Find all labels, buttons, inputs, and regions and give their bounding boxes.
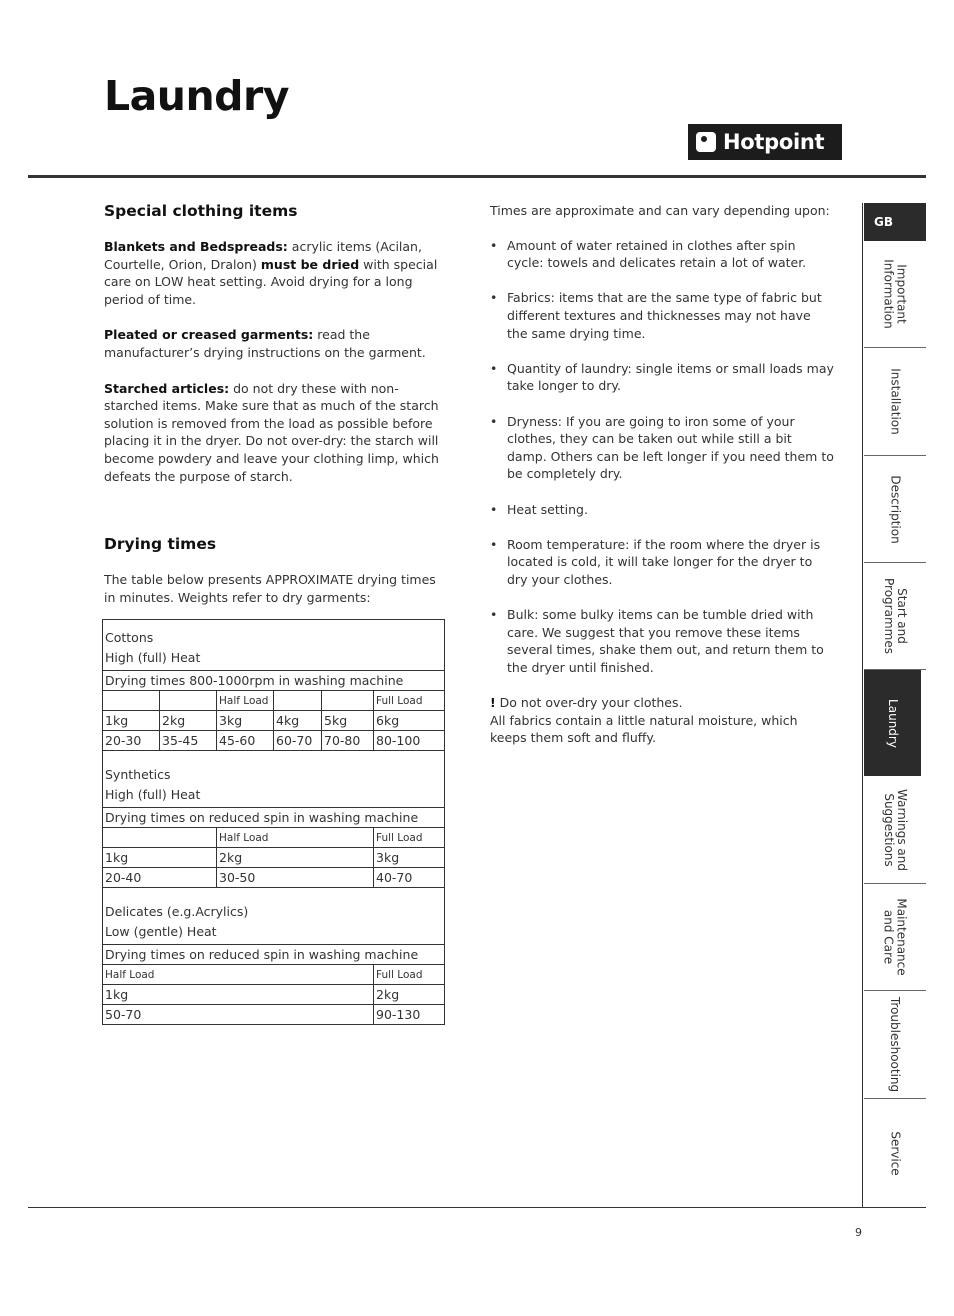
- list-item: • Room temperature: if the room where the dryer is located is cold, it will take longer for the dryer to dry your clothes.: [490, 536, 835, 589]
- tab-laundry[interactable]: [864, 670, 921, 776]
- table-cell: [160, 691, 217, 711]
- synthetics-full-load: Full Load: [374, 828, 445, 848]
- drying-times-table: [102, 619, 445, 1025]
- factors-intro: Times are approximate and can vary depending upon:: [490, 203, 830, 218]
- table-cell: 20-30: [103, 731, 160, 751]
- table-cell: 4kg: [274, 711, 322, 731]
- tab-label: Installation: [888, 368, 903, 435]
- table-cell: 80-100: [374, 731, 445, 751]
- table-row: [103, 868, 445, 888]
- blankets-label: Blankets and Bedspreads:: [104, 239, 288, 254]
- list-item: • Amount of water retained in clothes after spin cycle: towels and delicates retain a lot of water.: [490, 237, 835, 272]
- table-row: [103, 808, 445, 828]
- table-cell: 2kg: [374, 985, 445, 1005]
- tab-label: Warnings and Suggestions: [882, 788, 910, 871]
- factors-list: [490, 237, 835, 677]
- synthetics-header-row: [103, 751, 445, 808]
- cottons-full-load: Full Load: [374, 691, 445, 711]
- tab-troubleshooting[interactable]: [864, 991, 926, 1099]
- table-cell: 2kg: [160, 711, 217, 731]
- table-cell: [103, 691, 160, 711]
- table-cell: 45-60: [217, 731, 274, 751]
- table-row: [103, 985, 445, 1005]
- cottons-header-cell: [103, 620, 445, 671]
- table-cell: 90-130: [374, 1005, 445, 1025]
- left-column: [104, 200, 449, 606]
- tab-label: GB: [874, 214, 893, 229]
- table-cell: 1kg: [103, 711, 160, 731]
- table-row: [103, 848, 445, 868]
- starched-paragraph: [104, 380, 449, 486]
- table-cell: [274, 691, 322, 711]
- synthetics-heat: High (full) Heat: [105, 787, 201, 802]
- cottons-header-row: [103, 620, 445, 671]
- delicates-heat: Low (gentle) Heat: [105, 924, 217, 939]
- tab-maintenance-and-care[interactable]: [864, 884, 926, 991]
- list-item: • Dryness: If you are going to iron some of your clothes, they can be taken out while still a bit damp. Others can be left longer if you need them to be completely dry.: [490, 413, 835, 483]
- pleated-paragraph: [104, 326, 449, 361]
- table-row: [103, 828, 445, 848]
- starched-text: do not dry these with non-starched items. Make sure that as much of the starch solution is removed from the load as possible before placing it in the dryer. Do not over-dry: the starch will become powdery and leave your clothing limp, which defeats the purpose of starch.: [104, 380, 439, 484]
- synthetics-name: Synthetics: [105, 767, 171, 782]
- table-cell: 1kg: [103, 848, 217, 868]
- page-number: 9: [855, 1226, 862, 1239]
- table-cell: 50-70: [103, 1005, 374, 1025]
- table-row: [103, 671, 445, 691]
- drying-times-heading: Drying times: [104, 535, 217, 554]
- list-item: • Fabrics: items that are the same type of fabric but different textures and thicknesses may not have the same drying time.: [490, 289, 835, 342]
- special-clothing-heading: Special clothing items: [104, 202, 298, 220]
- delicates-header-row: [103, 888, 445, 945]
- tab-warnings-and-suggestions[interactable]: [864, 776, 926, 884]
- tab-installation[interactable]: [864, 348, 926, 456]
- table-cell: 3kg: [217, 711, 274, 731]
- blankets-text2: with special care on LOW heat setting. Avoid drying for a long period of time.: [104, 256, 438, 307]
- table-cell: 40-70: [374, 868, 445, 888]
- hotpoint-logo-icon: [696, 132, 716, 152]
- table-cell: 1kg: [103, 985, 374, 1005]
- top-divider: [28, 175, 926, 178]
- bottom-divider: [28, 1207, 926, 1208]
- cottons-heat: High (full) Heat: [105, 650, 201, 665]
- pleated-label: Pleated or creased garments:: [104, 327, 314, 343]
- hotpoint-logo: [688, 124, 842, 160]
- page-title: Laundry: [104, 72, 289, 120]
- delicates-full-load: Full Load: [374, 965, 445, 985]
- tab-label: Troubleshooting: [888, 996, 903, 1093]
- table-cell: [103, 828, 217, 848]
- delicates-header-cell: [103, 888, 445, 945]
- tab-label: Maintenance and Care: [882, 898, 909, 976]
- table-cell: 3kg: [374, 848, 445, 868]
- table-cell: 30-50: [217, 868, 374, 888]
- tab-label: Start and Programmes: [882, 578, 909, 654]
- table-cell: 60-70: [274, 731, 322, 751]
- delicates-note: Drying times on reduced spin in washing machine: [103, 945, 445, 965]
- tab-gb[interactable]: [864, 203, 926, 241]
- list-item: • Quantity of laundry: single items or small loads may take longer to dry.: [490, 360, 835, 395]
- tab-important-information[interactable]: [864, 241, 926, 348]
- table-row: [103, 965, 445, 985]
- table-row: [103, 1005, 445, 1025]
- tab-label: Service: [888, 1130, 903, 1176]
- table-cell: 2kg: [217, 848, 374, 868]
- blankets-paragraph: [104, 238, 449, 308]
- delicates-half-load: Half Load: [103, 965, 374, 985]
- synthetics-header-cell: [103, 751, 445, 808]
- warning-icon: !: [490, 695, 496, 711]
- cottons-name: Cottons: [105, 630, 154, 645]
- tab-description[interactable]: [864, 456, 926, 563]
- table-cell: [322, 691, 374, 711]
- starched-label: Starched articles:: [104, 380, 230, 396]
- pleated-text: read the manufacturer’s drying instructions on the garment.: [104, 327, 426, 360]
- table-row: [103, 711, 445, 731]
- delicates-name: Delicates (e.g.Acrylics): [105, 904, 249, 919]
- tab-start-and-programmes[interactable]: [864, 563, 926, 670]
- synthetics-note: Drying times on reduced spin in washing machine: [103, 808, 445, 828]
- table-cell: 70-80: [322, 731, 374, 751]
- table-row: [103, 945, 445, 965]
- list-item: • Bulk: some bulky items can be tumble dried with care. We suggest that you remove these items several times, shake them out, and return them to the dryer until finished.: [490, 606, 835, 676]
- tabs-divider: [862, 203, 863, 1208]
- tab-label: Laundry: [886, 698, 900, 748]
- tab-label: Description: [888, 474, 903, 544]
- right-column: [490, 200, 835, 747]
- table-row: [103, 731, 445, 751]
- warning-text-2: All fabrics contain a little natural moisture, which keeps them soft and fluffy.: [490, 712, 798, 746]
- tab-service[interactable]: [864, 1099, 926, 1207]
- cottons-half-load: Half Load: [217, 691, 274, 711]
- brand-name: Hotpoint: [723, 130, 825, 154]
- blankets-text1: acrylic items (Acilan, Courtelle, Orion, Dralon): [104, 239, 422, 272]
- cottons-note: Drying times 800-1000rpm in washing machine: [103, 671, 445, 691]
- tab-label: Important Information: [882, 259, 909, 329]
- warning-text: Do not over-dry your clothes.: [495, 695, 683, 711]
- table-cell: 5kg: [322, 711, 374, 731]
- table-row: [103, 691, 445, 711]
- list-item: • Heat setting.: [490, 501, 835, 519]
- warning-paragraph: [490, 694, 835, 747]
- blankets-bold: must be dried: [260, 256, 360, 272]
- drying-intro: The table below presents APPROXIMATE drying times in minutes. Weights refer to dry garments:: [104, 572, 436, 605]
- table-cell: 35-45: [160, 731, 217, 751]
- table-cell: 6kg: [374, 711, 445, 731]
- table-cell: 20-40: [103, 868, 217, 888]
- synthetics-half-load: Half Load: [217, 828, 374, 848]
